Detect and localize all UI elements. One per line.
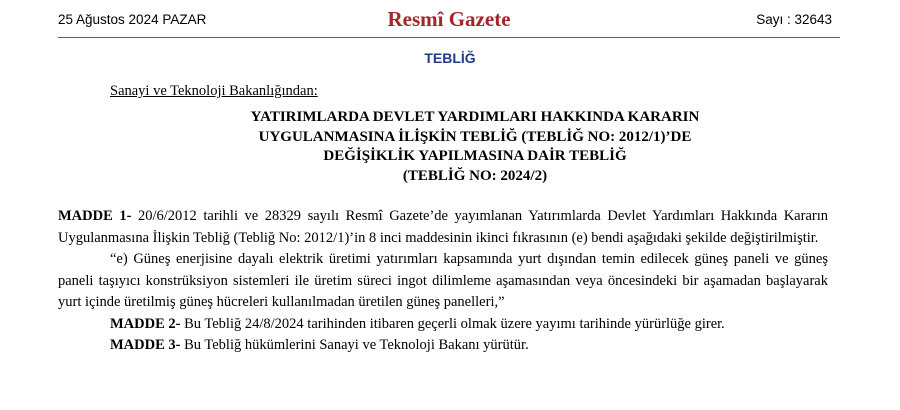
article-1-quote-text: “e) Güneş enerjisine dayalı elektrik üretimi yatırımları kapsamında yurt dışından temin edilecek güneş paneli ve güneş paneli taşıyıcı konstrüksiyon sistemleri ile üretim süreci ingot dilimleme aşamasından veya öncesindeki bir aşamadan başlayarak yurt içinde üretilmiş güneş hücreleri kullanılmadan üretilen güneş panelleri,” [58,251,828,310]
gazette-title: Resmî Gazete [387,7,511,31]
article-1-quote [58,249,828,314]
article-3-label: MADDE 3- [110,337,181,353]
document-title [110,108,840,186]
document-body [58,206,828,357]
article-1-text: 20/6/2012 tarihli ve 28329 sayılı Resmî Gazete’de yayımlanan Yatırımlarda Devlet Yardımları Hakkında Kararın Uygulanmasına İlişkin Tebliğ (Tebliğ No: 2012/1)’in 8 inci maddesinin ikinci fıkrasının (e) bendi aşağıdaki şekilde değiştirilmiştir. [58,208,828,246]
document-title-line: DEĞİŞİKLİK YAPILMASINA DAİR TEBLİĞ [323,148,627,164]
article-2-text: Bu Tebliğ 24/8/2024 tarihinden itibaren geçerli olmak üzere yayımı tarihinde yürürlüğe girer. [180,315,725,332]
section-heading: TEBLİĞ [424,50,476,66]
gazette-header [58,0,840,38]
article-1 [58,206,828,249]
article-3 [58,335,828,357]
article-1-label: MADDE 1- [58,208,132,224]
article-3-text: Bu Tebliğ hükümlerini Sanayi ve Teknoloji Bakanı yürütür. [180,337,529,353]
issue-number: Sayı : 32643 [756,12,832,27]
publication-date: 25 Ağustos 2024 PAZAR [58,12,207,27]
document-title-line: YATIRIMLARDA DEVLET YARDIMLARI HAKKINDA KARARIN [250,109,700,125]
article-2-label: MADDE 2- [110,315,181,332]
document-title-line: UYGULANMASINA İLİŞKİN TEBLİĞ (TEBLİĞ NO: 2012/1)’DE [258,128,692,145]
ministry-name: Sanayi ve Teknoloji Bakanlığından: [110,83,318,99]
document-title-line: (TEBLİĞ NO: 2024/2) [402,167,548,184]
article-2 [58,314,828,336]
